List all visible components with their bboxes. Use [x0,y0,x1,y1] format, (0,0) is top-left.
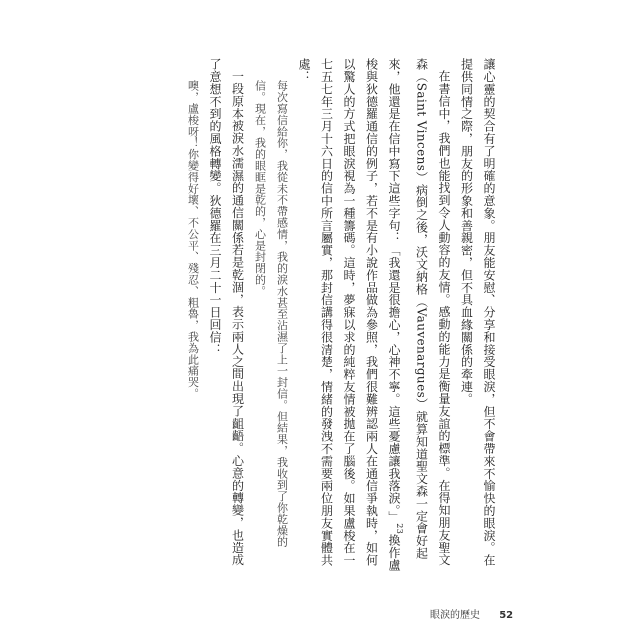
paragraph-3-text: 一段原本被淚水濡濕的通信關係若是乾涸，表示兩人之間出現了齟齬。心意的轉變，也造成了意想不到的風格轉變。狄德羅在三月二十一日回信： [208,58,245,566]
block-quote-1 [249,58,293,565]
block-quote-1-text: 每次寫信給你，我從未不帶感情，我的淚水甚至沾濕了上一封信。但結果，我收到了你乾燥的信。現在，我的眼眶是乾的，心是封閉的。 [253,80,289,548]
vertical-text-block [160,58,500,573]
paragraph-2-text: 在書信中，我們也能找到令人動容的友情。感動的能力是衡量友誼的標準。在得知朋友聖文森（Saint Vincens）病倒之後，沃文納格（Vauvenargues）就算知道聖文森一定會好起來，他還是在信中寫下這些字句：「我還是很擔心，心神不寧。這些憂慮讓我落淚。」 [387,58,451,566]
block-quote-2 [182,58,204,573]
paragraph-2-continued: 換作盧梭與狄德羅通信的例子，若不是有小說作品做為參照，我們很難辨認兩人在通信爭執時，如何以驚人的方式把眼淚視為一種籌碼。這時，夢寐以求的純粹友情被拋在了腦後。如果盧梭在一七五七年三月十六日的信中所言屬實，那封信講得很清楚，情緒的發洩不需要兩位朋友實體共處： [297,58,401,572]
running-title: 眼淚的歷史 [430,610,480,621]
footnote-marker: 23 [395,523,404,535]
page-footer [430,606,513,621]
paragraph-2 [293,58,456,573]
paragraph-1-text: 讓心靈的契合有了明確的意象。朋友能安慰、分享和接受眼淚，但不會帶來不愉快的眼淚。在提供同情之際，朋友的形象和善親密，但不具血緣關係的牽連。 [459,58,496,567]
paragraph-3 [204,58,249,573]
block-quote-2-text: 噢，盧梭呀！你變得好壞、不公平、殘忍、粗魯，我為此痛哭。 [186,80,200,400]
page-number: 52 [499,610,514,621]
paragraph-1 [455,58,500,573]
